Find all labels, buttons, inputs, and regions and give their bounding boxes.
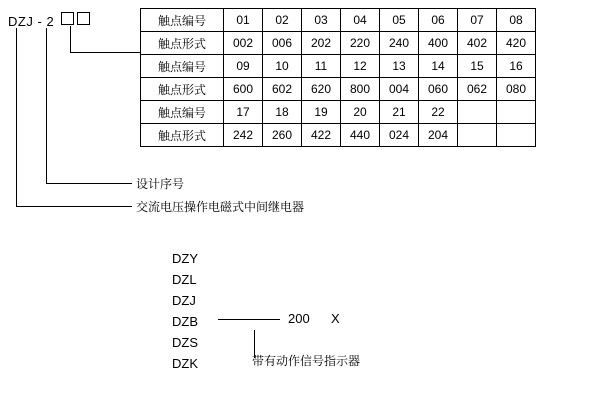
code-x: X [330,311,340,326]
series-code-200 [288,311,340,326]
table-cell: 15 [458,55,497,78]
leader-line-relay-vertical [16,28,17,206]
model-code [8,12,90,29]
table-cell: 260 [263,124,302,147]
table-cell: 422 [302,124,341,147]
table-cell: 006 [263,32,302,55]
table-cell: 024 [380,124,419,147]
table-cell: 220 [341,32,380,55]
table-cell: 21 [380,101,419,124]
table-cell: 620 [302,78,341,101]
model-code-series-number: 2 [46,14,55,29]
table-cell: 002 [224,32,263,55]
table-cell: 402 [458,32,497,55]
table-row [141,124,536,147]
table-cell: 602 [263,78,302,101]
table-cell: 12 [341,55,380,78]
table-cell: 19 [302,101,341,124]
table-cell: 03 [302,9,341,32]
contact-spec-table [140,8,536,147]
leader-line-200-horizontal [218,319,280,320]
table-row [141,55,536,78]
table-cell: 11 [302,55,341,78]
table-cell: 800 [341,78,380,101]
code-200: 200 [288,311,310,326]
table-cell: 02 [263,9,302,32]
table-cell: 10 [263,55,302,78]
series-item: DZK [172,356,198,371]
indicator-note-label: 带有动作信号指示器 [252,354,361,368]
table-cell: 242 [224,124,263,147]
table-cell: 204 [419,124,458,147]
row-header: 触点编号 [141,55,224,78]
series-item: DZL [172,272,197,287]
table-cell: 080 [497,78,536,101]
series-item: DZB [172,314,198,329]
model-code-box-1 [61,12,74,25]
model-code-box-2 [77,12,90,25]
table-cell: 04 [341,9,380,32]
table-cell: 400 [419,32,458,55]
table-cell: 004 [380,78,419,101]
series-list [172,248,198,374]
table-body [141,9,536,147]
table-row [141,101,536,124]
table-cell: 17 [224,101,263,124]
table-cell: 07 [458,9,497,32]
table-cell: 05 [380,9,419,32]
table-cell: 202 [302,32,341,55]
series-item: DZS [172,335,198,350]
leader-line-relay-horizontal [16,206,132,207]
table-cell: 14 [419,55,458,78]
leader-line-contact-horizontal [70,52,140,53]
table-cell [458,124,497,147]
leader-line-design-horizontal [46,183,132,184]
table-cell: 08 [497,9,536,32]
table-cell: 18 [263,101,302,124]
row-header: 触点形式 [141,124,224,147]
table-cell: 16 [497,55,536,78]
series-item: DZJ [172,293,196,308]
row-header: 触点编号 [141,101,224,124]
table-cell: 22 [419,101,458,124]
table-cell: 060 [419,78,458,101]
design-sequence-label: 设计序号 [136,177,185,191]
row-header: 触点形式 [141,78,224,101]
table-cell [458,101,497,124]
table-cell: 062 [458,78,497,101]
series-item: DZY [172,251,198,266]
table-cell: 240 [380,32,419,55]
model-code-prefix: DZJ [8,14,34,29]
relay-description-label: 交流电压操作电磁式中间继电器 [136,200,305,214]
table-cell [497,124,536,147]
table-cell: 420 [497,32,536,55]
table-row [141,9,536,32]
table-cell: 06 [419,9,458,32]
leader-line-contact-vertical [70,26,71,52]
row-header: 触点编号 [141,9,224,32]
table-row [141,32,536,55]
table-cell [497,101,536,124]
table-cell: 01 [224,9,263,32]
leader-line-design-vertical [46,28,47,183]
table-cell: 600 [224,78,263,101]
table-cell: 09 [224,55,263,78]
table-row [141,78,536,101]
table-cell: 13 [380,55,419,78]
model-code-dash: - [37,14,43,29]
table-cell: 20 [341,101,380,124]
table-cell: 440 [341,124,380,147]
row-header: 触点形式 [141,32,224,55]
